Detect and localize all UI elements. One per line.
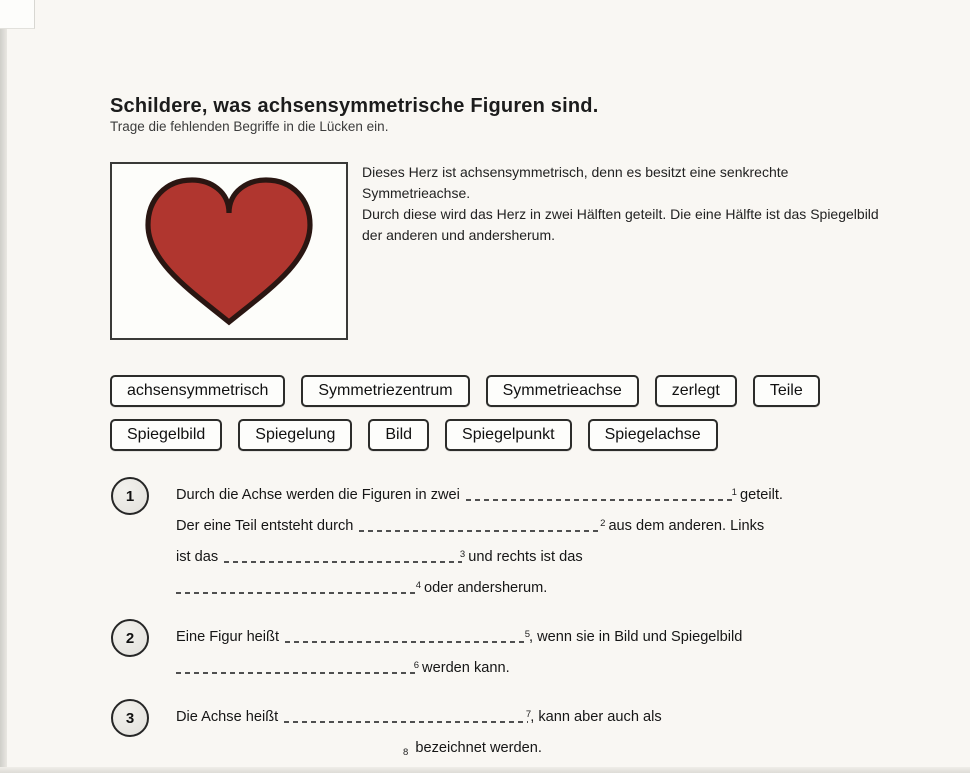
question-3-number-badge [111, 699, 149, 737]
question-1-number: 1 [125, 487, 135, 505]
question-2-text [176, 626, 896, 688]
question-3-line-2 [403, 737, 896, 768]
question-2-number-badge [111, 619, 149, 657]
q3-l1-post: , kann aber auch als [530, 709, 662, 725]
blank-4[interactable] [176, 580, 421, 594]
heart-icon [123, 173, 335, 329]
word-chip-zerlegt[interactable]: zerlegt [655, 375, 737, 407]
word-chip-bild[interactable]: Bild [368, 419, 429, 451]
blank-4-number: 4 [415, 580, 421, 591]
word-chip-achsensymmetrisch[interactable]: achsensymmetrisch [110, 375, 285, 407]
blank-5-number: 5 [524, 629, 531, 640]
question-2-line-1 [176, 626, 896, 657]
q1-l2-post: aus dem anderen. Links [604, 518, 765, 534]
blank-8-number[interactable]: 8 [403, 747, 409, 758]
question-1-line-3 [176, 546, 896, 577]
blank-6[interactable] [176, 660, 419, 674]
question-2-line-2 [176, 657, 896, 688]
example-description [362, 162, 886, 246]
blank-3[interactable] [224, 549, 466, 563]
question-1-number-badge [111, 477, 149, 515]
word-chip-spiegelung[interactable]: Spiegelung [238, 419, 352, 451]
question-1-line-1 [176, 484, 896, 515]
blank-7-number: 7 [525, 709, 532, 720]
blank-2-number: 2 [600, 518, 606, 529]
example-paragraph-2: Durch diese wird das Herz in zwei Hälften geteilt. Die eine Hälfte ist das Spiegelbild der anderen und andersherum. [362, 206, 879, 243]
blank-2[interactable] [359, 518, 606, 532]
question-3-text [176, 706, 896, 768]
q1-l1-pre: Durch die Achse werden die Figuren in zwei [176, 487, 460, 503]
q3-l2-post: bezeichnet werden. [411, 740, 542, 756]
q2-l2-post: werden kann. [418, 660, 510, 676]
question-1-line-4 [176, 577, 896, 608]
blank-6-number: 6 [413, 660, 419, 671]
page-left-edge [0, 0, 7, 773]
q3-l1-pre: Die Achse heißt [176, 709, 279, 725]
q1-l3-pre: ist das [176, 549, 219, 565]
q2-l1-post: , wenn sie in Bild und Spiegelbild [529, 629, 743, 645]
q2-l1-pre: Eine Figur heißt [176, 629, 280, 645]
q1-l2-pre: Der eine Teil entsteht durch [176, 518, 354, 534]
blank-5[interactable] [285, 629, 531, 643]
q1-l4-post: oder andersherum. [420, 580, 548, 596]
question-3-line-1 [176, 706, 896, 737]
blank-1-number: 1 [731, 487, 737, 498]
question-1-line-2 [176, 515, 896, 546]
word-bank-row-1 [110, 375, 820, 407]
question-1-text [176, 484, 896, 608]
word-bank-row-2 [110, 419, 718, 451]
question-2-number: 2 [125, 629, 135, 647]
word-chip-spiegelachse[interactable]: Spiegelachse [588, 419, 718, 451]
page-title: Schildere, was achsensymmetrische Figuren sind. [110, 95, 599, 118]
q1-l1-post: geteilt. [735, 487, 783, 503]
page-instruction: Trage die fehlenden Begriffe in die Lücken ein. [110, 119, 389, 134]
heart-image-frame [110, 162, 348, 340]
word-chip-teile[interactable]: Teile [753, 375, 820, 407]
blank-7[interactable] [284, 709, 532, 723]
blank-3-number: 3 [459, 549, 466, 560]
word-chip-symmetriezentrum[interactable]: Symmetriezentrum [301, 375, 469, 407]
blank-1[interactable] [466, 487, 737, 501]
page-corner [0, 0, 35, 29]
question-3-number: 3 [125, 709, 135, 727]
word-chip-spiegelpunkt[interactable]: Spiegelpunkt [445, 419, 572, 451]
example-paragraph-1: Dieses Herz ist achsensymmetrisch, denn es besitzt eine senkrechte Symmetrieachse. [362, 164, 789, 201]
word-chip-spiegelbild[interactable]: Spiegelbild [110, 419, 222, 451]
q1-l3-post: und rechts ist das [464, 549, 583, 565]
word-chip-symmetrieachse[interactable]: Symmetrieachse [486, 375, 639, 407]
